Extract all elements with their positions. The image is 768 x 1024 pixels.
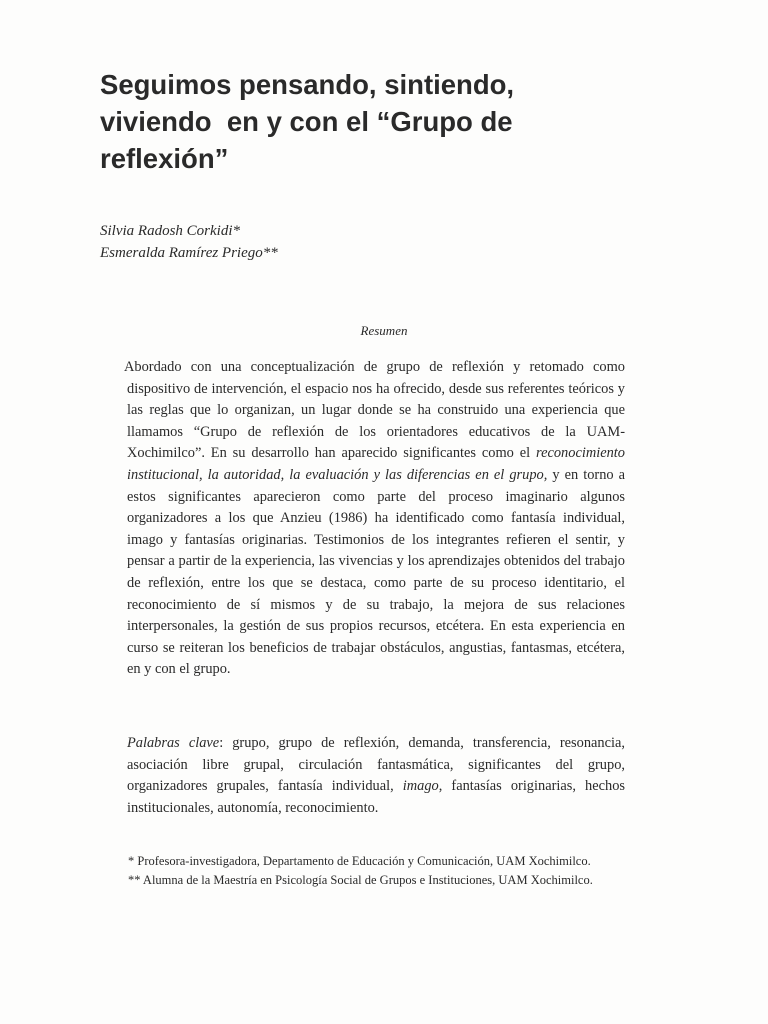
keywords-label: Palabras clave [127, 735, 220, 751]
abstract-text: Abordado con una conceptualización de grupo de reflexión y retomado como dispositivo de intervención, el espacio nos ha ofrecido, desde sus referentes teóricos y las reglas que lo organizan, un lugar donde se ha construido una experiencia que llamamos “Grupo de reflexión de los orientadores educativos de la UAM-Xochimilco”. En su desarrollo han aparecido significantes como el [124, 359, 625, 462]
footnote: * Profesora-investigadora, Departamento de Educación y Comunicación, UAM Xochimilco. [128, 854, 591, 868]
author-list [100, 220, 278, 264]
author-name: Silvia Radosh Corkidi* [100, 223, 240, 239]
keywords-paragraph [127, 733, 625, 819]
title-line: Seguimos pensando, sintiendo, [100, 69, 515, 100]
title-line: viviendo en y con el “Grupo de [100, 106, 513, 137]
author-name: Esmeralda Ramírez Priego** [100, 245, 278, 261]
abstract-emphasis: reconocimiento institucional, la autoridad, la evaluación y las diferencias en el grupo, [127, 445, 625, 483]
article-title [100, 66, 620, 177]
abstract-paragraph [124, 357, 626, 681]
keywords-emphasis: imago [402, 778, 439, 795]
footnote: ** Alumna de la Maestría en Psicología Social de Grupos e Instituciones, UAM Xochimilco. [128, 872, 593, 887]
abstract-text: y en torno a estos significantes aparecieron como parte del proceso imaginario algunos organizadores a los que Anzieu (1986) ha identificado como fantasía individual, imago y fantasías originarias. Testimonios de los integrantes refieren el sentir, y pensar a partir de la experiencia, las vivencias y los aprendizajes obtenidos del trabajo de reflexión, entre los que se destaca, como parte de su proceso identitario, el reconocimiento de sí mismos y de su trabajo, la mejora de sus relaciones interpersonales, la gestión de sus propios recursos, etcétera. En esta experiencia en curso se reiteran los beneficios de trabajar obstáculos, angustias, fantasmas, etcétera, en y con el grupo. [127, 466, 626, 678]
abstract-heading: Resumen [360, 323, 408, 338]
abstract-body [124, 357, 626, 681]
title-line: reflexión” [100, 143, 229, 174]
footnotes [100, 852, 620, 889]
keywords-text: , fantasías originarias, hechos institucionales, autonomía, reconocimiento. [127, 778, 625, 816]
keywords-text: : grupo, grupo de reflexión, demanda, transferencia, resonancia, asociación libre grupal, circulación fantasmática, significantes del grupo, organizadores grupales, fantasía individual, [127, 735, 625, 795]
